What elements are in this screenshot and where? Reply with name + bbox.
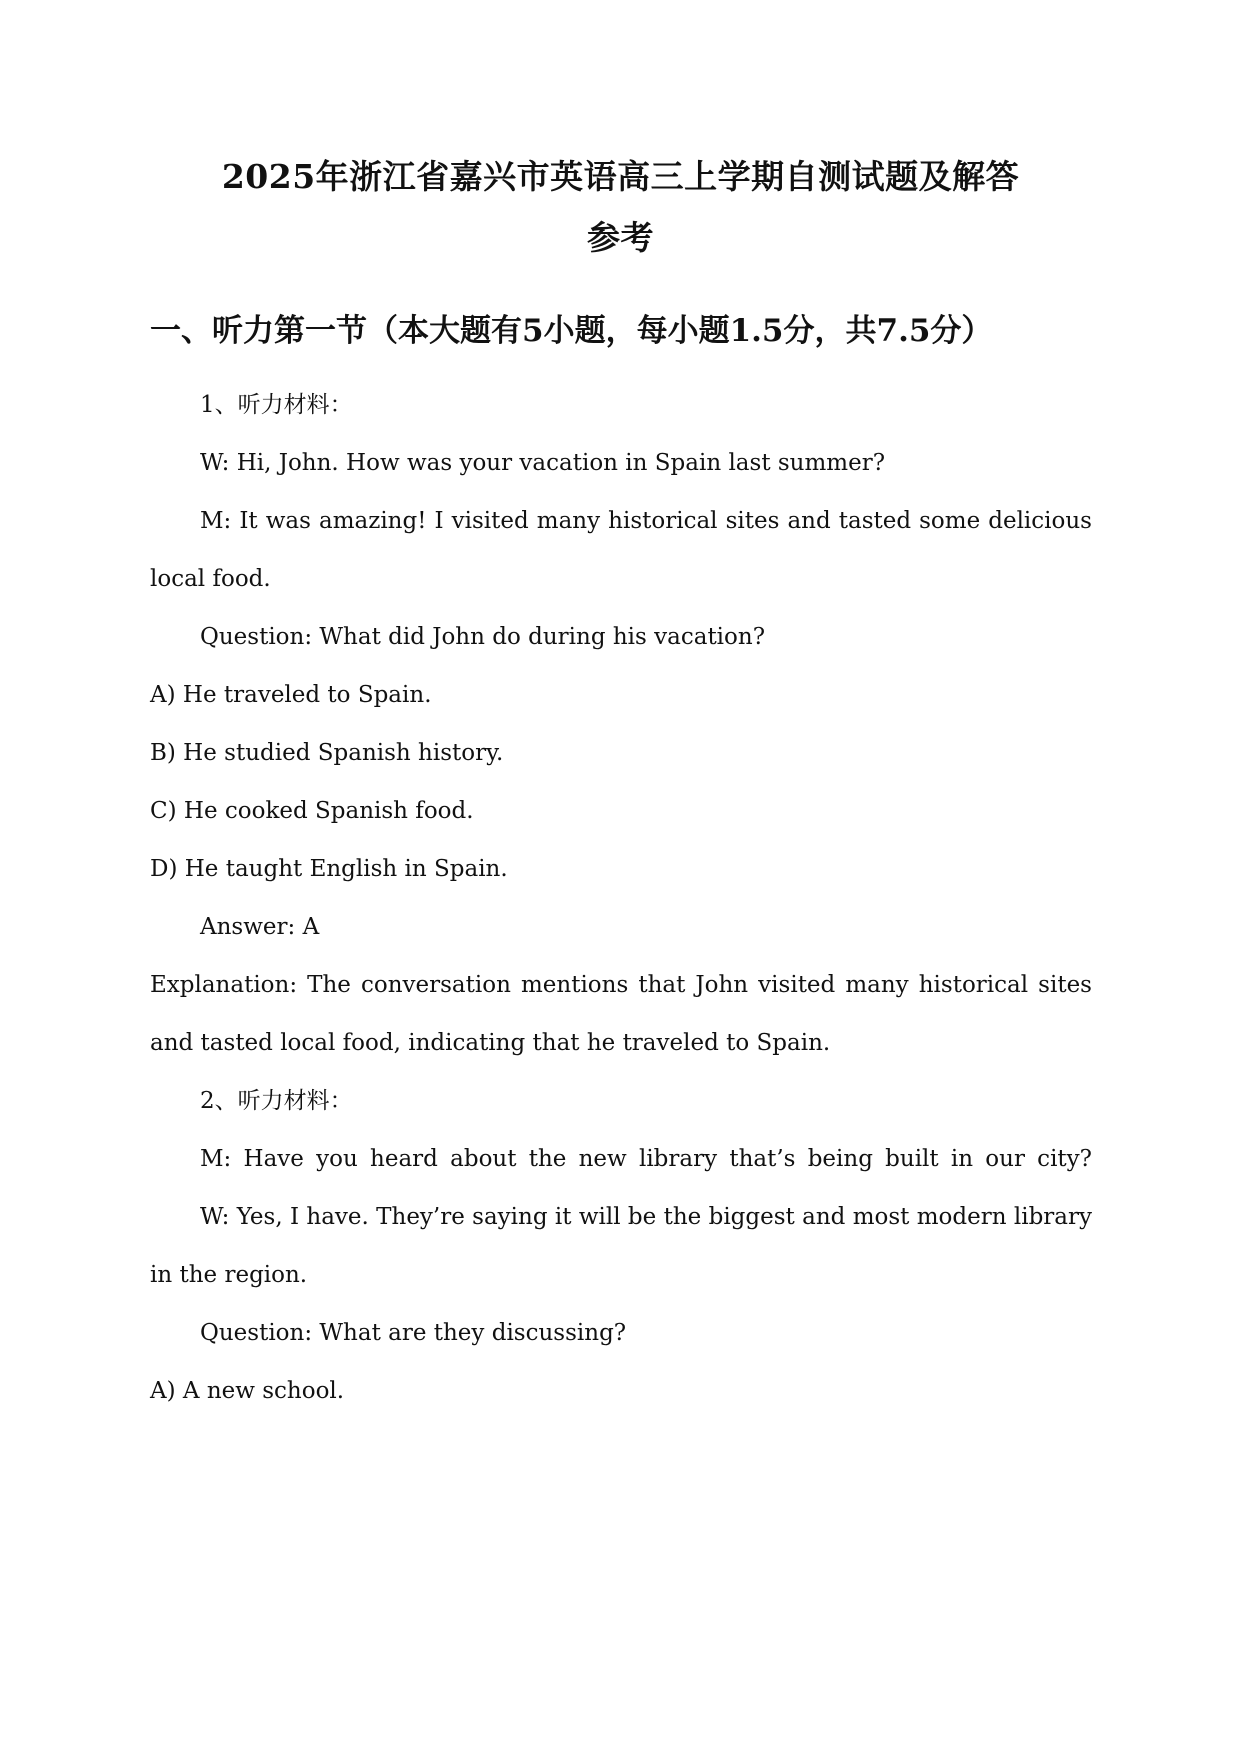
question-1-dialogue-w: W: Hi, John. How was your vacation in Spain last summer? <box>200 450 886 476</box>
question-1-question: Question: What did John do during his vacation? <box>200 624 766 650</box>
question-1-explanation-continued: and tasted local food, indicating that he traveled to Spain. <box>150 1030 831 1056</box>
question-1-explanation: Explanation: The conversation mentions that John visited many historical sites <box>150 972 1092 998</box>
question-1-option-c: C) He cooked Spanish food. <box>150 798 474 824</box>
question-2-label: 2、听力材料： <box>200 1088 353 1114</box>
document-title: 2025年浙江省嘉兴市英语高三上学期自测试题及解答 <box>221 157 1020 196</box>
section-heading-listening-part1: 一、听力第一节（本大题有5小题，每小题1.5分，共7.5分） <box>150 313 993 349</box>
question-1-option-d: D) He taught English in Spain. <box>150 856 508 882</box>
question-1-option-a: A) He traveled to Spain. <box>150 682 432 708</box>
question-2-question: Question: What are they discussing? <box>200 1320 627 1346</box>
question-2-dialogue-w-continued: in the region. <box>150 1262 308 1288</box>
document-title-continued: 参考 <box>587 218 654 257</box>
question-1-option-b: B) He studied Spanish history. <box>150 740 504 766</box>
question-2-option-a: A) A new school. <box>150 1378 345 1404</box>
question-2-dialogue-w: W: Yes, I have. They’re saying it will be the biggest and most modern library <box>200 1204 1092 1230</box>
question-1-answer: Answer: A <box>200 914 320 940</box>
question-2-dialogue-m: M: Have you heard about the new library that’s being built in our city? <box>200 1146 1092 1172</box>
question-1-dialogue-m: M: It was amazing! I visited many historical sites and tasted some delicious <box>200 508 1092 534</box>
question-1-label: 1、听力材料： <box>200 392 353 418</box>
question-1-dialogue-m-continued: local food. <box>150 566 271 592</box>
